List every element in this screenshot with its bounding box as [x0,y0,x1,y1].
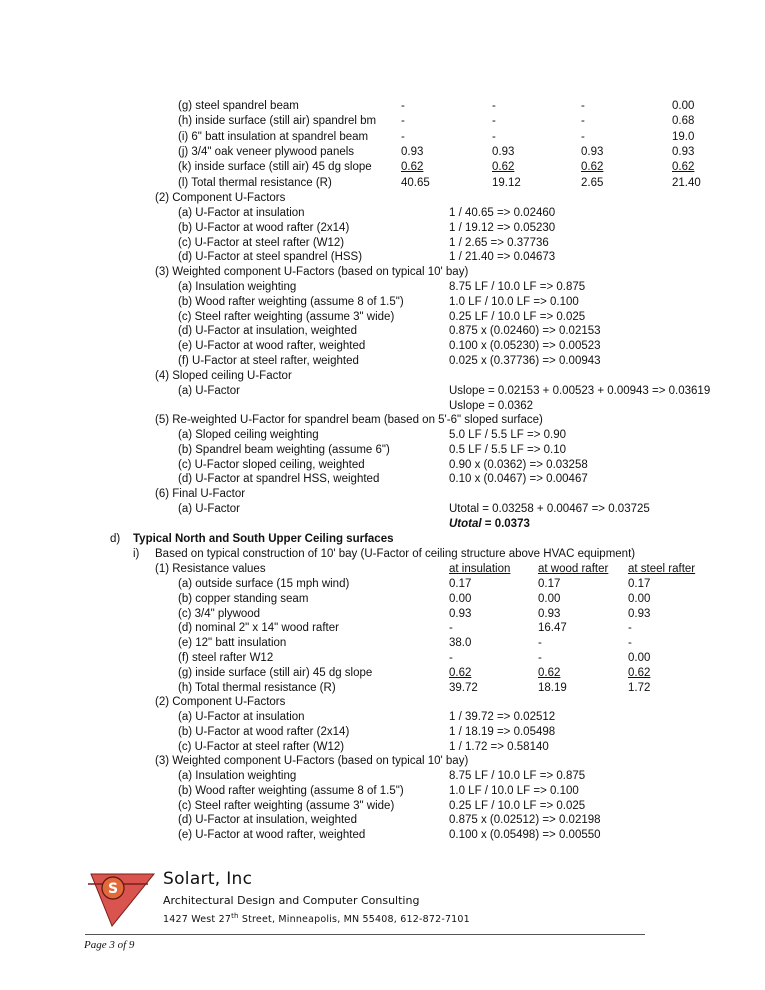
value-steel-rafter: - [581,115,585,128]
row-value: 1 / 18.19 => 0.05498 [449,725,556,738]
row-label: (b) U-Factor at wood rafter (2x14) [178,725,350,738]
row-label: (a) Insulation weighting [178,281,297,293]
resistance-row [0,176,765,191]
row-label: (c) U-Factor sloped ceiling, weighted [178,458,365,471]
sloped-ceiling-heading: (4) Sloped ceiling U-Factor [155,370,292,382]
value-wood-rafter: 0.62 [492,161,515,174]
row-label: (e) 12" batt insulation [178,637,287,650]
resistance-row [0,99,765,114]
resistance-row [0,130,765,145]
resistance-row [0,160,765,175]
list-item [0,472,765,487]
row-label: (b) Wood rafter weighting (assume 8 of 1.5") [178,295,404,308]
component-ufactors-heading: (2) Component U-Factors [155,192,286,204]
value-wood-rafter: - [538,652,542,664]
col-header-wood-rafter: at wood rafter [538,563,609,575]
solart-logo [88,862,158,931]
row-label: (d) U-Factor at insulation, weighted [178,325,357,338]
value-wood-rafter: - [538,637,542,650]
row-value: 0.100 x (0.05230) => 0.00523 [449,340,601,353]
row-label: (b) copper standing seam [178,592,309,605]
row-label: (h) inside surface (still air) spandrel bm [178,115,377,128]
value-wood-rafter: 18.19 [538,681,567,694]
row-value: 0.100 x (0.05498) => 0.00550 [449,829,601,842]
resistance-row [0,592,765,607]
row-value: 1 / 2.65 => 0.37736 [449,236,549,249]
list-item [0,250,765,265]
list-item [0,828,765,843]
value-wood-rafter: 0.00 [538,592,561,605]
list-item [0,221,765,236]
row-label: (g) steel spandrel beam [178,100,299,112]
row-label: (a) Insulation weighting [178,770,297,782]
list-item [0,324,765,339]
value-steel-rafter: 0.00 [628,592,651,605]
list-item [0,280,765,295]
row-label: (j) 3/4" oak veneer plywood panels [178,145,355,158]
value-steel-rafter: 2.65 [581,176,604,189]
list-item [0,813,765,828]
row-label: (c) Steel rafter weighting (assume 3" wide) [178,799,395,812]
row-value: 1 / 39.72 => 0.02512 [449,711,556,723]
row-value: 1.0 LF / 10.0 LF => 0.100 [449,295,579,308]
list-item [0,725,765,740]
value-insulation: - [449,622,453,635]
list-item [0,784,765,799]
row-label: (a) Sloped ceiling weighting [178,429,319,441]
row-label: (e) U-Factor at wood rafter, weighted [178,829,366,842]
value-wood-rafter: 0.93 [538,607,561,620]
row-value: 1 / 19.12 => 0.05230 [449,221,556,234]
row-label: (b) Wood rafter weighting (assume 8 of 1.5") [178,784,404,797]
row-value: 0.025 x (0.37736) => 0.00943 [449,355,601,367]
list-item [0,740,765,755]
row-label: (h) Total thermal resistance (R) [178,681,336,694]
final-ufactor-row: (a) U-Factor Utotal = 0.03258 + 0.00467 => 0.03725 [178,503,650,515]
weighted-ufactors-heading: (3) Weighted component U-Factors (based on typical 10' bay) [155,266,469,278]
col-header-insulation: at insulation [449,563,511,575]
list-item [0,799,765,814]
company-tagline: Architectural Design and Computer Consulting [163,894,420,907]
row-label: (d) U-Factor at insulation, weighted [178,814,357,827]
row-label: (e) U-Factor at wood rafter, weighted [178,340,366,353]
page-number: Page 3 of 9 [84,939,135,951]
value-steel-rafter: 0.93 [581,145,604,158]
svg-text:S: S [107,881,119,897]
list-item [0,354,765,369]
value-steel-rafter: - [628,622,632,635]
row-label: (c) 3/4" plywood [178,607,261,620]
value-steel-rafter: 0.17 [628,578,651,590]
component-ufactors-heading-2: (2) Component U-Factors [155,696,286,708]
row-label: (a) U-Factor at insulation [178,207,305,219]
value-insulation: 40.65 [401,176,430,189]
value-spandrel: 0.93 [672,145,695,158]
value-insulation: 0.62 [449,666,472,679]
value-insulation: - [449,652,453,664]
final-ufactor-bold: Utotal = 0.0373 [449,518,530,530]
value-spandrel: 0.00 [672,100,695,112]
resistance-values-heading: (1) Resistance values at insulation at wood rafter at steel rafter [155,563,696,575]
sloped-ceiling-row: (a) U-Factor Uslope = 0.02153 + 0.00523 + 0.00943 => 0.03619 [178,385,711,397]
list-item [0,458,765,473]
row-label: (a) U-Factor at insulation [178,711,305,723]
final-ufactor-heading: (6) Final U-Factor [155,488,246,500]
row-value: 0.875 x (0.02460) => 0.02153 [449,325,601,338]
row-value: 0.25 LF / 10.0 LF => 0.025 [449,310,586,323]
final-ufactor-result [0,517,765,532]
row-label: (d) U-Factor at spandrel HSS, weighted [178,473,380,486]
value-steel-rafter: - [581,100,585,112]
value-steel-rafter: 0.00 [628,652,651,664]
list-item [0,769,765,784]
row-value: 1 / 40.65 => 0.02460 [449,207,556,219]
resistance-row [0,666,765,681]
row-value: 0.25 LF / 10.0 LF => 0.025 [449,799,586,812]
row-label: (f) steel rafter W12 [178,652,274,664]
row-value: 1 / 1.72 => 0.58140 [449,740,549,753]
row-label: (c) U-Factor at steel rafter (W12) [178,740,345,753]
row-label: (l) Total thermal resistance (R) [178,176,332,189]
reweight-heading: (5) Re-weighted U-Factor for spandrel beam (based on 5'-6" sloped surface) [155,414,543,426]
value-insulation: - [401,100,405,112]
value-steel-rafter: 0.62 [581,161,604,174]
value-wood-rafter: - [492,130,496,143]
value-spandrel: 21.40 [672,176,701,189]
value-insulation: 0.17 [449,578,472,590]
list-item [0,236,765,251]
value-spandrel: 0.68 [672,115,695,128]
value-wood-rafter: 19.12 [492,176,521,189]
row-value: 0.5 LF / 5.5 LF => 0.10 [449,443,566,456]
row-value: 1.0 LF / 10.0 LF => 0.100 [449,784,579,797]
value-wood-rafter: - [492,115,496,128]
value-steel-rafter: - [628,637,632,650]
resistance-row [0,621,765,636]
value-wood-rafter: 16.47 [538,622,567,635]
value-steel-rafter: 1.72 [628,681,651,694]
weighted-ufactors-heading-2: (3) Weighted component U-Factors (based on typical 10' bay) [155,755,469,767]
list-item [0,310,765,325]
value-insulation: 0.62 [401,161,424,174]
row-value: 5.0 LF / 5.5 LF => 0.90 [449,429,566,441]
list-item [0,428,765,443]
row-label: (c) Steel rafter weighting (assume 3" wide) [178,310,395,323]
value-spandrel: 19.0 [672,130,695,143]
resistance-row [0,114,765,129]
section-d-sub: i) Based on typical construction of 10' bay (U-Factor of ceiling structure above HVAC equipment) [133,548,636,560]
value-steel-rafter: - [581,130,585,143]
row-label: (b) Spandrel beam weighting (assume 6") [178,443,390,456]
col-header-steel-rafter: at steel rafter [628,563,696,575]
value-wood-rafter: 0.17 [538,578,561,590]
list-item [0,295,765,310]
resistance-row [0,636,765,651]
resistance-row [0,607,765,622]
row-label: (a) outside surface (15 mph wind) [178,578,350,590]
row-label: (c) U-Factor at steel rafter (W12) [178,236,345,249]
value-insulation: 0.00 [449,592,472,605]
value-insulation: - [401,130,405,143]
company-address: 1427 West 27th Street, Minneapolis, MN 55408, 612-872-7101 [163,912,470,926]
section-d-heading: d) Typical North and South Upper Ceiling surfaces [110,533,394,545]
value-steel-rafter: 0.93 [628,607,651,620]
list-item [0,206,765,221]
sloped-ceiling-result: Uslope = 0.0362 [449,400,534,412]
row-label: (d) U-Factor at steel spandrel (HSS) [178,251,363,264]
value-insulation: 39.72 [449,681,478,694]
value-steel-rafter: 0.62 [628,666,651,679]
footer-divider [85,934,645,935]
list-item [0,443,765,458]
value-insulation: - [401,115,405,128]
row-value: 8.75 LF / 10.0 LF => 0.875 [449,770,586,782]
row-label: (b) U-Factor at wood rafter (2x14) [178,221,350,234]
row-value: 0.90 x (0.0362) => 0.03258 [449,458,588,471]
logo-mark-icon [88,862,158,928]
value-insulation: 0.93 [401,145,424,158]
company-name: Solart, Inc [163,869,253,889]
resistance-row [0,577,765,592]
value-insulation: 0.93 [449,607,472,620]
list-item [0,710,765,725]
value-wood-rafter: - [492,100,496,112]
value-spandrel: 0.62 [672,161,695,174]
row-label: (f) U-Factor at steel rafter, weighted [178,355,359,367]
value-insulation: 38.0 [449,637,472,650]
row-label: (g) inside surface (still air) 45 dg slope [178,666,373,679]
resistance-row [0,681,765,696]
row-label: (k) inside surface (still air) 45 dg slope [178,161,372,174]
list-item [0,339,765,354]
resistance-row [0,145,765,160]
row-label: (d) nominal 2" x 14" wood rafter [178,622,339,635]
row-value: 0.875 x (0.02512) => 0.02198 [449,814,601,827]
row-label: (i) 6" batt insulation at spandrel beam [178,130,369,143]
value-wood-rafter: 0.93 [492,145,515,158]
row-value: 0.10 x (0.0467) => 0.00467 [449,473,588,486]
value-wood-rafter: 0.62 [538,666,561,679]
row-value: 1 / 21.40 => 0.04673 [449,251,556,264]
row-value: 8.75 LF / 10.0 LF => 0.875 [449,281,586,293]
resistance-row [0,651,765,666]
